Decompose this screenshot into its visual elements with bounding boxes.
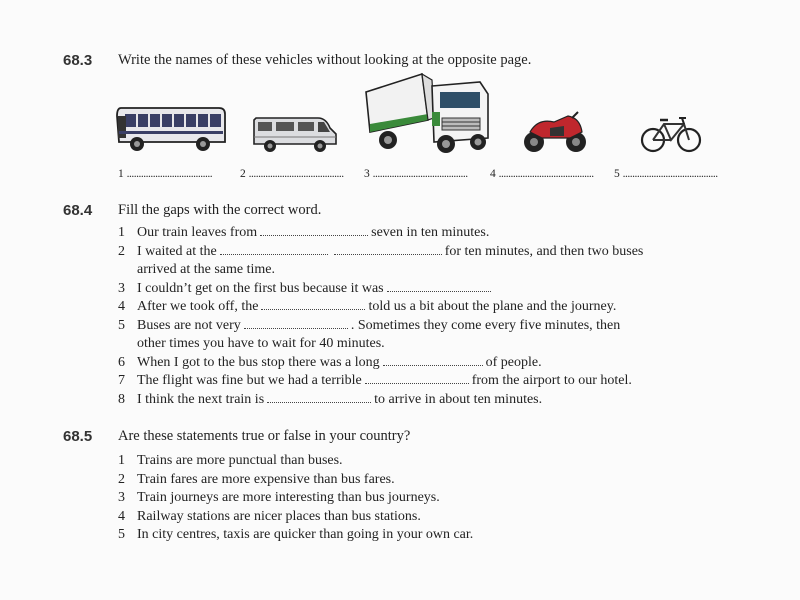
list-item: 4 After we took off, the told us a bit about the plane and the journey. bbox=[118, 299, 617, 314]
motorbike-icon bbox=[520, 110, 590, 154]
list-item-continuation: arrived at the same time. bbox=[137, 262, 275, 277]
vehicle-pictures bbox=[110, 72, 730, 162]
list-item: 5 In city centres, taxis are quicker than going in your own car. bbox=[118, 527, 474, 542]
list-item: 4 Railway stations are nicer places than bus stations. bbox=[118, 508, 421, 524]
gap-blank[interactable] bbox=[261, 299, 365, 310]
answer-blank-4[interactable]: 4 ........................................ bbox=[490, 168, 594, 180]
list-item: 1 Trains are more punctual than buses. bbox=[118, 453, 343, 468]
gap-blank[interactable] bbox=[267, 392, 371, 403]
gap-blank[interactable] bbox=[244, 318, 348, 329]
exercise-instruction-68-5: Are these statements true or false in your country? bbox=[118, 428, 411, 444]
exercise-number-68-5: 68.5 bbox=[63, 428, 93, 445]
list-item: 2 Train fares are more expensive than bus fares. bbox=[118, 471, 395, 487]
exercise-number-68-4: 68.4 bbox=[63, 202, 93, 219]
true-false-list bbox=[118, 452, 473, 545]
answer-blank-3[interactable]: 3 ........................................ bbox=[364, 168, 468, 180]
gap-blank[interactable] bbox=[334, 244, 442, 255]
list-item: 7 The flight was fine but we had a terrible from the airport to our hotel. bbox=[118, 373, 632, 388]
lorry-icon bbox=[362, 72, 492, 154]
answer-blank-2[interactable]: 2 ........................................ bbox=[240, 168, 344, 180]
gap-blank[interactable] bbox=[260, 225, 368, 236]
list-item: 2 I waited at the for ten minutes, and then two buses bbox=[118, 243, 644, 259]
list-item: 5 Buses are not very . Sometimes they come every five minutes, then bbox=[118, 317, 621, 333]
list-item: 3 Train journeys are more interesting than bus journeys. bbox=[118, 490, 440, 505]
list-item: 8 I think the next train is to arrive in about ten minutes. bbox=[118, 391, 543, 407]
list-item: 1 Our train leaves from seven in ten minutes. bbox=[118, 225, 490, 240]
bus-icon bbox=[115, 104, 227, 154]
gap-blank[interactable] bbox=[383, 355, 483, 366]
answer-blank-1[interactable]: 1 .................................... bbox=[118, 168, 213, 180]
gap-blank[interactable] bbox=[220, 244, 328, 255]
bicycle-icon bbox=[640, 114, 702, 154]
list-item: 3 I couldn’t get on the first bus because it was bbox=[118, 280, 643, 299]
exercise-instruction-68-3: Write the names of these vehicles without looking at the opposite page. bbox=[118, 52, 532, 68]
exercise-instruction-68-4: Fill the gaps with the correct word. bbox=[118, 202, 322, 218]
gap-blank[interactable] bbox=[387, 281, 491, 292]
exercise-number-68-3: 68.3 bbox=[63, 52, 93, 69]
list-item-continuation: other times you have to wait for 40 minutes. bbox=[137, 336, 385, 351]
answer-blank-5[interactable]: 5 ........................................ bbox=[614, 168, 718, 180]
list-item: 6 When I got to the bus stop there was a long of people. bbox=[118, 354, 542, 370]
van-icon bbox=[252, 112, 340, 154]
gap-fill-list bbox=[118, 224, 643, 409]
gap-blank[interactable] bbox=[365, 373, 469, 384]
